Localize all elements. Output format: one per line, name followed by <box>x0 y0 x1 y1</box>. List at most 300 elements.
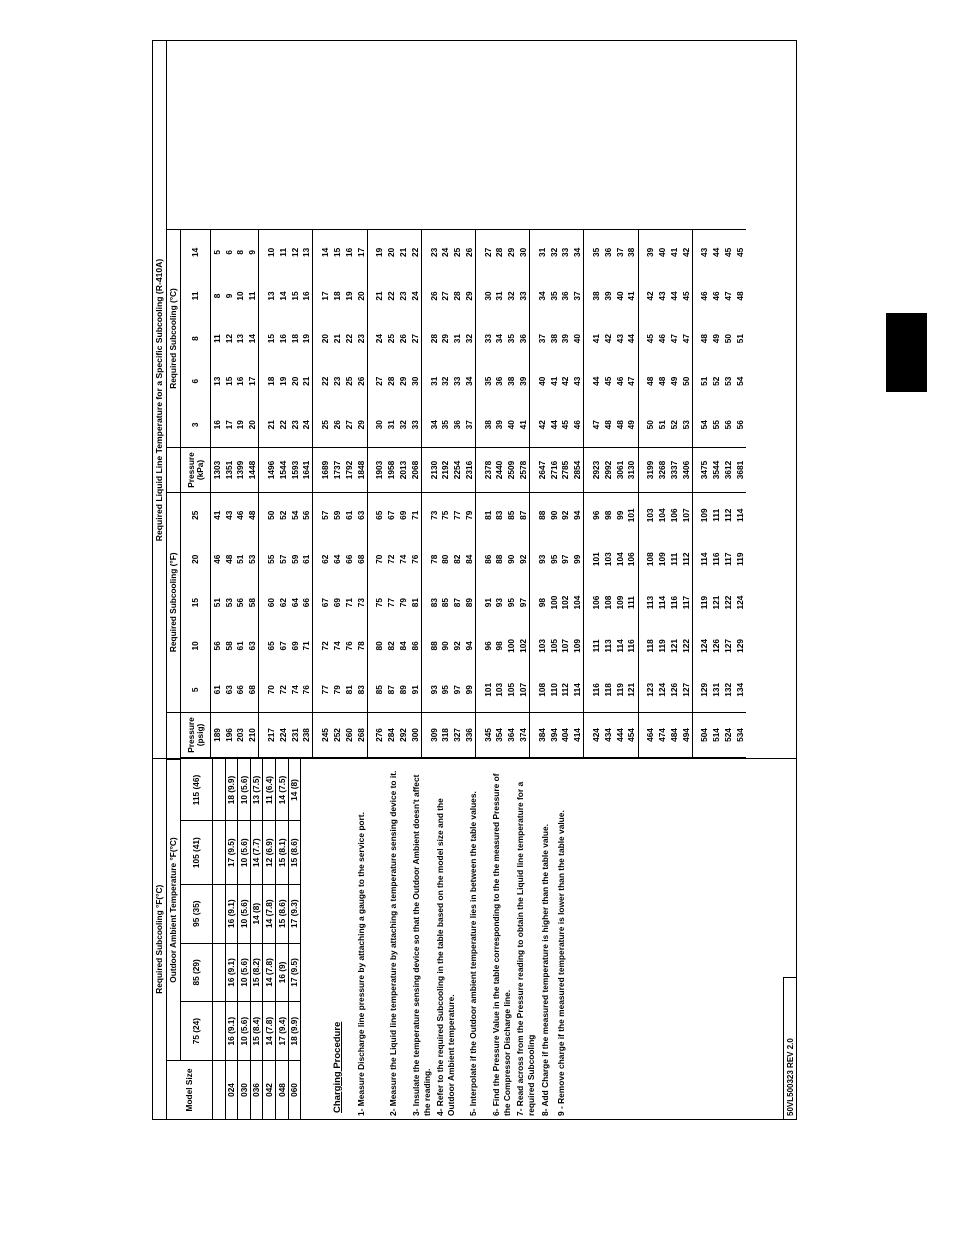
c-temperature-cell: 47 <box>626 376 637 386</box>
f-temperature-cell: 80 <box>440 554 451 564</box>
c-temperature-cell: 19 <box>235 420 246 430</box>
f-temperature-cell: 103 <box>602 552 613 567</box>
f-temperature-cell: 63 <box>355 493 367 538</box>
model-size-cell: 024 <box>225 1061 238 1120</box>
f-temperature-cell: 70 <box>374 554 385 564</box>
c-temperature-cell: 48 <box>699 333 710 344</box>
c-temperature-cell: 46 <box>572 420 583 430</box>
c-pressure-cell: 1903 <box>374 448 386 493</box>
c-pressure-cell: 3406 <box>680 448 692 493</box>
f-pressure-cell: 318 <box>440 713 452 758</box>
c-temperature-cell: 48 <box>645 376 656 386</box>
c-temperature-cell: 24 <box>301 420 312 430</box>
model-size-cell: 060 <box>288 1061 301 1120</box>
f-temperature-cell: 64 <box>331 554 342 564</box>
f-temperature-cell: 126 <box>668 682 679 697</box>
c-temperature-cell: 41 <box>591 333 602 344</box>
table-row <box>536 230 548 493</box>
c-temperature-cell: 32 <box>397 420 408 430</box>
subcooling-cell: 16 (9.1) <box>225 1002 238 1061</box>
c-temperature-cell: 22 <box>277 420 288 430</box>
subcooling-cell: 10 (5.6) <box>238 1002 251 1061</box>
f-pressure-cell: 210 <box>246 713 258 758</box>
table-row <box>263 760 276 1120</box>
f-temperature-cell: 85 <box>374 685 385 695</box>
f-temperature-cell: 101 <box>626 493 638 538</box>
f-temperature-cell: 90 <box>440 641 451 651</box>
f-temperature-cell: 106 <box>626 552 637 567</box>
f-temperature-cell: 84 <box>397 641 408 651</box>
f-temperature-cell: 119 <box>657 639 668 653</box>
f-temperature-cell: 67 <box>320 597 331 608</box>
f-pressure-cell: 504 <box>699 713 711 758</box>
f-temperature-cell: 114 <box>657 595 668 610</box>
procedure-step: 4- Refer to the required Subcooling in the table based on the model size and the Outdoor Ambient temperature. <box>435 798 457 1116</box>
c-pressure-cell: 1737 <box>331 448 343 493</box>
c-temperature-cell: 14 <box>247 333 258 344</box>
c-temperature-cell: 8 <box>235 230 247 275</box>
table-row <box>235 230 247 493</box>
f-temperature-cell: 59 <box>289 554 300 564</box>
f-pressure-cell: 374 <box>517 713 529 758</box>
f-temperature-cell: 92 <box>452 641 463 651</box>
fahrenheit-panel <box>153 493 796 759</box>
table-row <box>699 230 711 493</box>
f-temperature-cell: 132 <box>723 682 734 697</box>
table-row <box>517 493 529 758</box>
subcooling-cell: 17 (9.4) <box>275 1002 288 1061</box>
table-row <box>734 493 746 758</box>
table-row <box>428 230 440 493</box>
c-temperature-cell: 15 <box>265 333 276 344</box>
c-temperature-cell: 21 <box>265 420 276 430</box>
c-subcooling-header: Required Subcooling (°C) <box>166 230 181 448</box>
c-pressure-cell: 2316 <box>463 448 475 493</box>
f-temperature-cell: 124 <box>734 595 745 610</box>
table-row <box>590 230 602 493</box>
f-temperature-cell: 107 <box>518 682 529 697</box>
f-temperature-cell: 87 <box>386 685 397 695</box>
c-pressure-cell: 2785 <box>560 448 572 493</box>
f-temperature-cell: 65 <box>265 641 276 651</box>
c-temperature-cell: 56 <box>723 420 734 430</box>
c-temperature-cell: 52 <box>668 420 679 430</box>
c-temperature-cell: 30 <box>482 291 493 301</box>
f-pressure-cell: 364 <box>506 713 518 758</box>
procedure-step: 6- Find the Pressure Value in the table corresponding to the the measured Pressure of the Compressor Discharge line. <box>491 773 513 1116</box>
c-temperature-cell: 45 <box>602 376 613 386</box>
c-pressure-cell: 1593 <box>289 448 301 493</box>
f-temperature-cell: 96 <box>590 493 602 538</box>
c-temperature-cell: 35 <box>548 291 559 301</box>
c-temperature-cell: 45 <box>645 333 656 344</box>
c-temperature-cell: 38 <box>591 291 602 301</box>
table-row <box>440 493 452 758</box>
c-temperature-cell: 37 <box>572 291 583 301</box>
c-temperature-cell: 11 <box>211 334 222 343</box>
c-temperature-cell: 43 <box>657 291 668 301</box>
f-temperature-cell: 108 <box>536 682 547 697</box>
c-temperature-cell: 39 <box>602 291 613 301</box>
table-row <box>699 493 711 758</box>
f-temperature-cell: 104 <box>656 493 668 538</box>
f-temperature-cell: 73 <box>428 493 440 538</box>
c-temperature-cell: 34 <box>572 230 584 275</box>
c-pressure-cell: 3681 <box>734 448 746 493</box>
c-temperature-cell: 40 <box>614 291 625 301</box>
table-row <box>734 230 746 493</box>
c-temperature-cell: 21 <box>301 376 312 386</box>
table-row <box>301 493 313 758</box>
f-temperature-cell: 114 <box>734 493 746 538</box>
table-row <box>572 493 584 758</box>
table-row <box>614 493 626 758</box>
f-temperature-cell: 99 <box>614 493 626 538</box>
c-temperature-cell: 24 <box>440 230 452 275</box>
table-row <box>223 230 235 493</box>
c-temperature-cell: 22 <box>409 230 421 275</box>
c-temperature-cell: 18 <box>265 376 276 386</box>
c-temperature-cell: 20 <box>247 420 258 430</box>
c-temperature-cell: 11 <box>247 291 258 301</box>
c-temperature-cell: 40 <box>506 420 517 430</box>
c-temperature-cell: 23 <box>331 376 342 386</box>
c-temperature-cell: 20 <box>355 291 366 301</box>
c-temperature-cell: 46 <box>711 291 722 301</box>
f-temperature-cell: 104 <box>614 552 625 567</box>
c-temperature-cell: 43 <box>699 230 711 275</box>
c-temperature-cell: 29 <box>397 376 408 386</box>
c-pressure-cell: 2509 <box>506 448 518 493</box>
c-temperature-cell: 10 <box>265 230 277 275</box>
ambient-temp-header: 115 (46) <box>181 760 213 821</box>
liquid-line-title: Required Liquid Line Temperature for a Specific Subcooling (R-410A) <box>153 41 167 759</box>
table-row <box>343 230 355 493</box>
c-pressure-cell: 3475 <box>699 448 711 493</box>
f-temperature-cell: 55 <box>265 554 276 564</box>
c-temperature-cell: 38 <box>626 230 638 275</box>
subcooling-cell: 10 (5.6) <box>238 884 251 943</box>
c-temperature-cell: 44 <box>668 291 679 301</box>
f-temperature-cell: 117 <box>680 595 691 610</box>
f-temperature-cell: 65 <box>374 493 386 538</box>
chart-page <box>152 40 797 1120</box>
f-temperature-cell: 54 <box>289 493 301 538</box>
c-temperature-cell: 42 <box>680 230 692 275</box>
model-size-cell: 030 <box>238 1061 251 1120</box>
c-pressure-cell: 2578 <box>517 448 529 493</box>
c-temperature-cell: 25 <box>320 420 331 430</box>
f-temperature-cell: 48 <box>223 554 234 564</box>
f-subcooling-column-header: 25 <box>181 493 211 538</box>
f-temperature-cell: 98 <box>602 493 614 538</box>
subcooling-cell: 17 (9.5) <box>225 821 238 884</box>
table-row <box>331 230 343 493</box>
table-row <box>409 230 421 493</box>
table-row <box>710 493 722 758</box>
c-temperature-cell: 31 <box>386 420 397 430</box>
c-temperature-cell: 30 <box>517 230 529 275</box>
c-temperature-cell: 34 <box>428 420 439 430</box>
c-pressure-cell: 3612 <box>722 448 734 493</box>
f-pressure-cell: 464 <box>645 713 657 758</box>
c-pressure-cell: 1351 <box>223 448 235 493</box>
f-temperature-cell: 88 <box>428 641 439 651</box>
c-pressure-cell: 2854 <box>572 448 584 493</box>
c-temperature-cell: 54 <box>699 420 710 430</box>
f-temperature-cell: 51 <box>235 554 246 564</box>
procedure-step: 9 - Remove charge if the measured temperature is lower than the table value. <box>556 810 566 1116</box>
f-temperature-cell: 66 <box>301 597 312 608</box>
c-temperature-cell: 12 <box>223 333 234 344</box>
c-temperature-cell: 51 <box>699 376 710 386</box>
table-row <box>238 760 251 1120</box>
f-pressure-cell: 217 <box>265 713 277 758</box>
subcooling-cell: 10 (5.6) <box>238 760 251 821</box>
c-temperature-cell: 16 <box>343 230 355 275</box>
table-row <box>560 493 572 758</box>
c-temperature-cell: 46 <box>614 376 625 386</box>
c-temperature-cell: 33 <box>518 291 529 301</box>
c-temperature-cell: 35 <box>482 376 493 386</box>
table-row <box>572 230 584 493</box>
f-temperature-cell: 100 <box>506 638 517 653</box>
c-temperature-cell: 21 <box>374 291 385 301</box>
subcooling-cell: 15 (8.2) <box>250 943 263 1002</box>
f-temperature-cell: 121 <box>626 682 637 697</box>
f-temperature-cell: 79 <box>397 597 408 608</box>
f-temperature-cell: 61 <box>343 493 355 538</box>
f-temperature-cell: 79 <box>331 685 342 695</box>
f-temperature-cell: 67 <box>385 493 397 538</box>
c-temperature-cell: 44 <box>548 420 559 430</box>
f-temperature-cell: 102 <box>560 595 571 610</box>
f-temperature-cell: 88 <box>494 554 505 564</box>
table-row <box>250 760 263 1120</box>
table-row <box>626 230 638 493</box>
f-temperature-cell: 127 <box>680 682 691 697</box>
f-temperature-cell: 89 <box>463 597 474 608</box>
f-temperature-cell: 79 <box>463 493 475 538</box>
f-temperature-cell: 58 <box>223 641 234 651</box>
f-temperature-cell: 124 <box>699 638 710 653</box>
c-subcooling-column-header: 6 <box>181 360 211 403</box>
f-temperature-cell: 69 <box>397 493 409 538</box>
f-subcooling-column-header: 5 <box>181 668 211 713</box>
f-temperature-cell: 112 <box>680 552 691 566</box>
subcooling-cell: 15 (8.6) <box>288 821 301 884</box>
c-temperature-cell: 48 <box>734 291 745 301</box>
celsius-table <box>166 229 746 493</box>
c-temperature-cell: 20 <box>320 333 331 344</box>
c-temperature-cell: 43 <box>572 376 583 386</box>
c-temperature-cell: 41 <box>668 230 680 275</box>
table-row <box>343 493 355 758</box>
table-row <box>225 760 238 1120</box>
c-temperature-cell: 48 <box>657 376 668 386</box>
celsius-body <box>211 230 746 493</box>
table-row <box>722 493 734 758</box>
c-temperature-cell: 23 <box>397 291 408 301</box>
f-temperature-cell: 93 <box>536 554 547 564</box>
table-row <box>385 230 397 493</box>
f-pressure-cell: 494 <box>680 713 692 758</box>
c-pressure-cell: 2716 <box>548 448 560 493</box>
subcooling-cell: 10 (5.6) <box>238 821 251 884</box>
f-temperature-cell: 119 <box>699 595 710 610</box>
c-pressure-cell: 2068 <box>409 448 421 493</box>
f-temperature-cell: 111 <box>668 552 679 566</box>
c-pressure-header: Pressure (kPa) <box>181 448 211 493</box>
c-temperature-cell: 39 <box>518 376 529 386</box>
table-row <box>289 493 301 758</box>
table-row <box>548 493 560 758</box>
c-temperature-cell: 13 <box>211 376 222 386</box>
f-temperature-cell: 63 <box>223 685 234 695</box>
c-temperature-cell: 22 <box>343 333 354 344</box>
table-row <box>319 230 331 493</box>
table-row <box>590 493 602 758</box>
c-temperature-cell: 28 <box>428 333 439 344</box>
f-temperature-cell: 46 <box>235 493 247 538</box>
c-pressure-cell: 2378 <box>482 448 494 493</box>
c-temperature-cell: 23 <box>355 333 366 344</box>
table-row <box>397 493 409 758</box>
c-temperature-cell: 46 <box>699 291 710 301</box>
c-temperature-cell: 36 <box>602 230 614 275</box>
c-temperature-cell: 21 <box>397 230 409 275</box>
subcooling-cell: 14 (7.7) <box>250 821 263 884</box>
f-pressure-cell: 300 <box>409 713 421 758</box>
table-row <box>494 230 506 493</box>
f-temperature-cell: 85 <box>506 493 518 538</box>
f-subcooling-header: Required Subcooling (°F) <box>166 493 181 713</box>
table-row <box>710 230 722 493</box>
f-temperature-cell: 85 <box>440 597 451 608</box>
subcooling-cell: 14 (8) <box>250 884 263 943</box>
table-row <box>355 493 367 758</box>
subcooling-cell: 14 (7.8) <box>263 943 276 1002</box>
f-temperature-cell: 83 <box>494 493 506 538</box>
c-pressure-cell: 2192 <box>440 448 452 493</box>
f-temperature-cell: 103 <box>494 682 505 697</box>
c-temperature-cell: 23 <box>428 230 440 275</box>
table-row <box>319 493 331 758</box>
c-temperature-cell: 30 <box>409 376 420 386</box>
f-temperature-cell: 70 <box>265 685 276 695</box>
document-id: 50VL500323 REV 2.0 <box>783 977 796 1119</box>
f-temperature-cell: 75 <box>440 493 452 538</box>
f-pressure-cell: 484 <box>668 713 680 758</box>
c-column-header-row <box>181 230 211 493</box>
c-pressure-cell: 1448 <box>246 448 258 493</box>
f-temperature-cell: 74 <box>289 685 300 695</box>
c-pressure-cell: 2647 <box>536 448 548 493</box>
table-row <box>482 493 494 758</box>
f-temperature-cell: 86 <box>482 554 493 564</box>
f-temperature-cell: 98 <box>536 597 547 608</box>
f-temperature-cell: 118 <box>602 683 613 697</box>
c-temperature-cell: 29 <box>440 333 451 344</box>
f-pressure-cell: 336 <box>463 713 475 758</box>
c-temperature-cell: 41 <box>626 291 637 301</box>
subcooling-cell: 10 (5.6) <box>238 943 251 1002</box>
f-pressure-cell: 434 <box>602 713 614 758</box>
f-temperature-cell: 51 <box>211 597 222 608</box>
f-temperature-cell: 87 <box>517 493 529 538</box>
f-pressure-cell: 524 <box>722 713 734 758</box>
ambient-header: Outdoor Ambient Temperature °F(°C) <box>167 760 181 1061</box>
f-temperature-cell: 77 <box>320 685 331 695</box>
f-temperature-cell: 93 <box>494 597 505 608</box>
c-temperature-cell: 48 <box>614 420 625 430</box>
f-temperature-cell: 75 <box>374 597 385 608</box>
c-temperature-cell: 21 <box>331 333 342 344</box>
f-temperature-cell: 118 <box>645 639 656 653</box>
table-row <box>548 230 560 493</box>
c-temperature-cell: 26 <box>463 230 475 275</box>
f-temperature-cell: 71 <box>409 493 421 538</box>
c-temperature-cell: 25 <box>343 376 354 386</box>
f-temperature-cell: 57 <box>277 554 288 564</box>
f-pressure-cell: 309 <box>428 713 440 758</box>
c-temperature-cell: 25 <box>386 333 397 344</box>
c-temperature-cell: 41 <box>518 420 529 430</box>
c-temperature-cell: 47 <box>723 291 734 301</box>
f-pressure-cell: 414 <box>572 713 584 758</box>
c-temperature-cell: 50 <box>645 420 656 430</box>
f-column-header-row <box>181 493 211 758</box>
f-pressure-cell: 292 <box>397 713 409 758</box>
f-temperature-cell: 90 <box>548 493 560 538</box>
ambient-temp-header: 105 (41) <box>181 821 213 884</box>
c-temperature-cell: 13 <box>235 333 246 344</box>
c-temperature-cell: 40 <box>656 230 668 275</box>
subcooling-cell: 16 (9) <box>275 943 288 1002</box>
table-row <box>451 230 463 493</box>
f-temperature-cell: 134 <box>734 682 745 697</box>
ambient-temp-header: 95 (35) <box>181 884 213 943</box>
c-temperature-cell: 42 <box>645 291 656 301</box>
table-row <box>463 493 475 758</box>
f-temperature-cell: 106 <box>591 595 602 610</box>
f-temperature-cell: 116 <box>591 683 602 697</box>
c-temperature-cell: 49 <box>668 376 679 386</box>
procedure-step: 3- Insulate the temperature sensing device so that the Outdoor Ambient doesn't affect the reading. <box>411 774 433 1116</box>
f-temperature-cell: 112 <box>560 683 571 697</box>
subcooling-body <box>225 760 301 1120</box>
c-temperature-cell: 32 <box>440 376 451 386</box>
c-temperature-cell: 27 <box>343 420 354 430</box>
f-temperature-cell: 104 <box>572 595 583 610</box>
c-pressure-cell: 1848 <box>355 448 367 493</box>
c-temperature-cell: 28 <box>386 376 397 386</box>
f-temperature-cell: 90 <box>506 554 517 564</box>
f-temperature-cell: 116 <box>626 639 637 653</box>
c-temperature-cell: 39 <box>560 333 571 344</box>
f-pressure-cell: 276 <box>374 713 386 758</box>
c-pressure-cell: 1399 <box>235 448 247 493</box>
table-row <box>246 493 258 758</box>
c-temperature-cell: 19 <box>301 333 312 344</box>
c-pressure-cell: 1792 <box>343 448 355 493</box>
c-temperature-cell: 38 <box>506 376 517 386</box>
c-pressure-cell: 2440 <box>494 448 506 493</box>
subcooling-cell: 14 (7.8) <box>263 1002 276 1061</box>
f-temperature-cell: 109 <box>657 552 668 567</box>
c-temperature-cell: 39 <box>645 230 657 275</box>
f-temperature-cell: 99 <box>463 685 474 695</box>
